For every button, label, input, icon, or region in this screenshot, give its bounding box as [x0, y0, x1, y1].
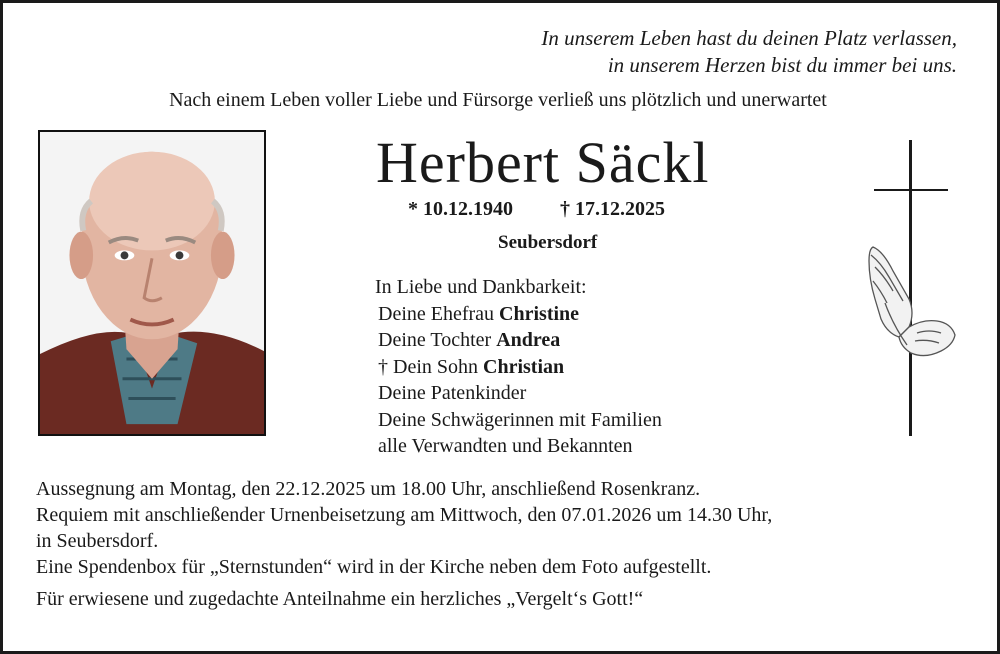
mourner-row	[375, 327, 662, 354]
mourner-name: Andrea	[496, 329, 561, 351]
quote-line-2: in unserem Herzen bist du immer bei uns.	[607, 53, 957, 77]
thanks-line: Für erwiesene und zugedachte Anteilnahme ein herzliches „Vergelt‘s Gott!“	[36, 588, 644, 610]
mourners-list	[375, 274, 662, 460]
quote-line-1: In unserem Leben hast du deinen Platz verlassen,	[541, 26, 957, 50]
mourner-row	[375, 407, 662, 434]
mourner-name: Christine	[499, 302, 580, 325]
mourner-relation: Deine Patenkinder	[378, 382, 527, 404]
info-line: Eine Spendenbox für „Sternstunden“ wird in der Kirche neben dem Foto aufgestellt.	[36, 556, 712, 578]
mourner-row	[375, 380, 662, 407]
mourner-relation: † Dein Sohn	[378, 355, 483, 378]
service-info	[36, 476, 976, 612]
mourner-relation: Deine Schwägerinnen mit Familien	[378, 408, 662, 431]
mourner-name: Christian	[483, 355, 565, 378]
mourners-heading: In Liebe und Dankbarkeit:	[375, 276, 587, 298]
portrait-photo	[38, 130, 266, 436]
intro-text: Nach einem Leben voller Liebe und Fürsorge verließ uns plötzlich und unerwartet	[169, 89, 827, 111]
birth-date: * 10.12.1940	[408, 198, 513, 220]
quote	[541, 25, 957, 79]
residence-place: Seubersdorf	[498, 232, 598, 253]
praying-hands-icon	[863, 241, 959, 361]
mourner-row	[375, 301, 662, 328]
mourner-relation: Deine Tochter	[378, 329, 497, 351]
cross-bar	[874, 189, 948, 191]
info-line: Aussegnung am Montag, den 22.12.2025 um 18.00 Uhr, anschließend Rosenkranz.	[36, 478, 701, 500]
life-dates	[408, 198, 665, 221]
deceased-name: Herbert Säckl	[376, 130, 710, 195]
info-line: in Seubersdorf.	[36, 530, 159, 552]
mourner-row	[375, 433, 662, 460]
mourner-relation: alle Verwandten und Bekannten	[378, 435, 633, 457]
info-line: Requiem mit anschließender Urnenbeisetzung am Mittwoch, den 07.01.2026 um 14.30 Uhr,	[36, 504, 773, 526]
mourner-row	[375, 354, 662, 381]
death-date: † 17.12.2025	[560, 198, 665, 220]
portrait-image	[40, 132, 264, 434]
mourner-relation: Deine Ehefrau	[378, 302, 500, 325]
